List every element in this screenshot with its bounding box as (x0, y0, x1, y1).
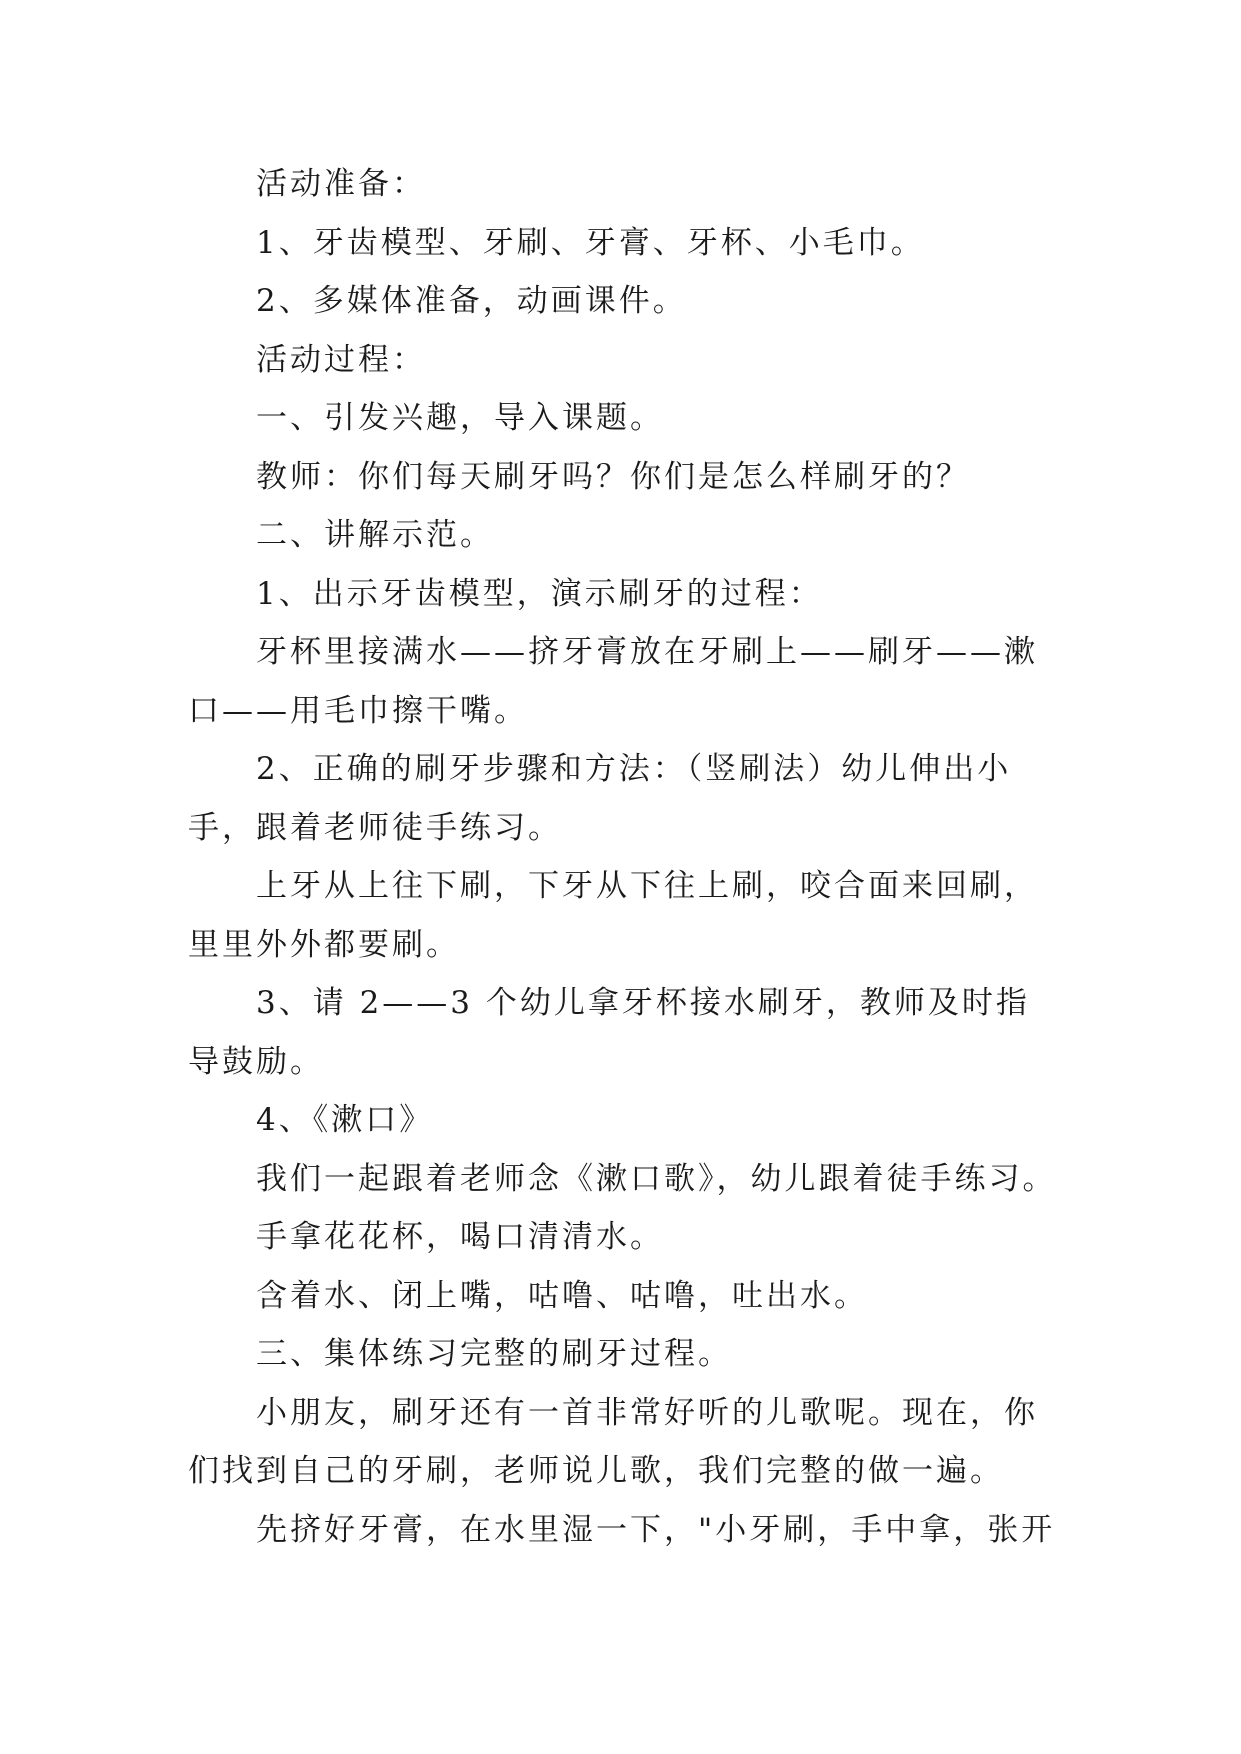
document-body (188, 155, 1058, 1559)
paragraph: 一、引发兴趣，导入课题。 (256, 400, 664, 436)
paragraph: 含着水、闭上嘴，咕噜、咕噜，吐出水。 (256, 1277, 868, 1314)
paragraph: 2、正确的刷牙步骤和方法：（竖刷法）幼儿伸出小手，跟着老师徒手练习。 (188, 751, 1012, 846)
paragraph: 牙杯里接满水——挤牙膏放在牙刷上——刷牙——漱口——用毛巾擦干嘴。 (188, 634, 1038, 729)
paragraph: 上牙从上往下刷，下牙从下往上刷，咬合面来回刷，里里外外都要刷。 (188, 868, 1038, 963)
paragraph: 活动准备： (256, 166, 426, 202)
paragraph: 3、请 2——3 个幼儿拿牙杯接水刷牙，教师及时指导鼓励。 (188, 985, 1030, 1080)
paragraph: 三、集体练习完整的刷牙过程。 (256, 1336, 732, 1372)
paragraph: 1、牙齿模型、牙刷、牙膏、牙杯、小毛巾。 (256, 224, 925, 261)
paragraph: 二、讲解示范。 (256, 517, 494, 553)
paragraph: 小朋友，刷牙还有一首非常好听的儿歌呢。现在，你们找到自己的牙刷，老师说儿歌，我们完整的做一遍。 (188, 1394, 1038, 1489)
paragraph: 先挤好牙膏，在水里湿一下，"小牙刷，手中拿，张开 (256, 1511, 1056, 1548)
paragraph: 我们一起跟着老师念《漱口歌》，幼儿跟着徒手练习。 (256, 1160, 1057, 1197)
paragraph: 活动过程： (256, 341, 426, 378)
paragraph: 教师：你们每天刷牙吗？你们是怎么样刷牙的？ (256, 458, 970, 495)
paragraph: 4、《漱口》 (256, 1102, 434, 1138)
paragraph: 2、多媒体准备，动画课件。 (256, 283, 687, 319)
paragraph: 手拿花花杯，喝口清清水。 (256, 1219, 664, 1255)
paragraph: 1、出示牙齿模型，演示刷牙的过程： (256, 575, 823, 612)
